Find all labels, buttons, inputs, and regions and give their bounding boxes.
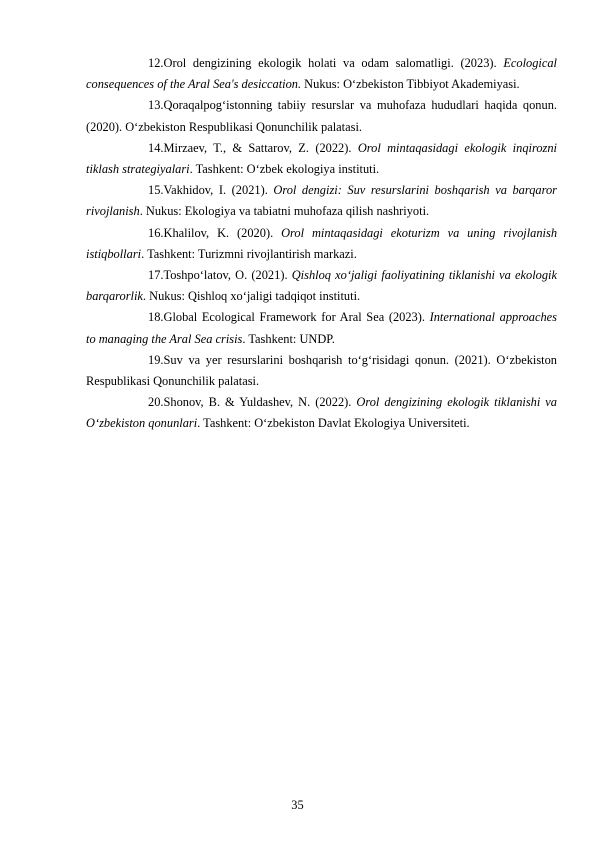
reference-text: Mirzaev, T., & Sattarov, Z. (2022). — [163, 140, 358, 155]
reference-publisher: Nukus: O‘zbekiston Tibbiyot Akademiyasi. — [301, 77, 520, 92]
reference-title: Qishloq xo‘jaligi faoliyatining tiklanishi va ekologik barqarorlik — [86, 268, 557, 304]
reference-text: Orol dengizining ekologik holati va odam salomatligi. (2023). — [163, 56, 504, 70]
reference-number: 13. — [148, 98, 164, 113]
reference-number: 18. — [148, 310, 164, 325]
reference-text: Khalilov, K. (2020). — [163, 225, 282, 240]
reference-number: 14. — [148, 140, 164, 155]
reference-item — [86, 307, 557, 349]
reference-title: Ecological consequences of the Aral Sea's desiccation. — [86, 56, 557, 92]
reference-publisher: . Tashkent: UNDP. — [242, 331, 335, 346]
reference-publisher: . Nukus: Ekologiya va tabiatni muhofaza qilish nashriyoti. — [139, 204, 430, 219]
reference-text: Shonov, B. & Yuldashev, N. (2022). — [163, 395, 357, 410]
page-number: 35 — [291, 798, 304, 812]
reference-number: 20. — [148, 395, 164, 410]
reference-item — [86, 180, 557, 222]
reference-item — [86, 392, 557, 434]
reference-publisher: . Tashkent: O‘zbekiston Davlat Ekologiya Universiteti. — [197, 416, 470, 431]
reference-number: 17. — [148, 268, 164, 283]
reference-item — [86, 138, 557, 180]
reference-title: Orol dengizining ekologik tiklanishi va O‘zbekiston qonunlari — [86, 395, 558, 431]
reference-title: Orol dengizi: Suv resurslarini boshqarish va barqaror rivojlanish — [86, 183, 557, 219]
reference-item — [86, 350, 557, 392]
reference-text: Vakhidov, I. (2021). — [163, 183, 274, 198]
reference-text: Toshpo‘latov, O. (2021). — [163, 268, 292, 283]
reference-title: Orol mintaqasidagi ekoturizm va uning rivojlanish istiqbollari — [86, 225, 558, 261]
reference-item — [86, 53, 557, 95]
reference-publisher: . Tashkent: O‘zbek ekologiya instituti. — [189, 162, 380, 177]
reference-number: 16. — [148, 225, 164, 240]
reference-number: 15. — [148, 183, 164, 198]
reference-item — [86, 95, 557, 137]
reference-list — [86, 53, 557, 435]
reference-item — [86, 223, 557, 265]
reference-title: International approaches to managing the Aral Sea crisis — [86, 310, 557, 346]
reference-number: 12. — [148, 56, 164, 70]
reference-publisher: . Nukus: Qishloq xo‘jaligi tadqiqot instituti. — [142, 289, 361, 304]
reference-title: Orol mintaqasidagi ekologik inqirozni tiklash strategiyalari — [86, 140, 557, 177]
reference-text: Qoraqalpog‘istonning tabiiy resurslar va muhofaza hududlari haqida qonun. (2020). O‘zbekiston Respublikasi Qonunchilik palatasi. — [86, 98, 557, 134]
reference-number: 19. — [148, 352, 164, 367]
reference-publisher: . Tashkent: Turizmni rivojlantirish markazi. — [141, 246, 357, 261]
reference-text: Global Ecological Framework for Aral Sea (2023). — [163, 310, 430, 325]
reference-text: Suv va yer resurslarini boshqarish to‘g‘risidagi qonun. (2021). O‘zbekiston Respublikasi Qonunchilik palatasi. — [86, 352, 557, 389]
reference-item — [86, 265, 557, 307]
